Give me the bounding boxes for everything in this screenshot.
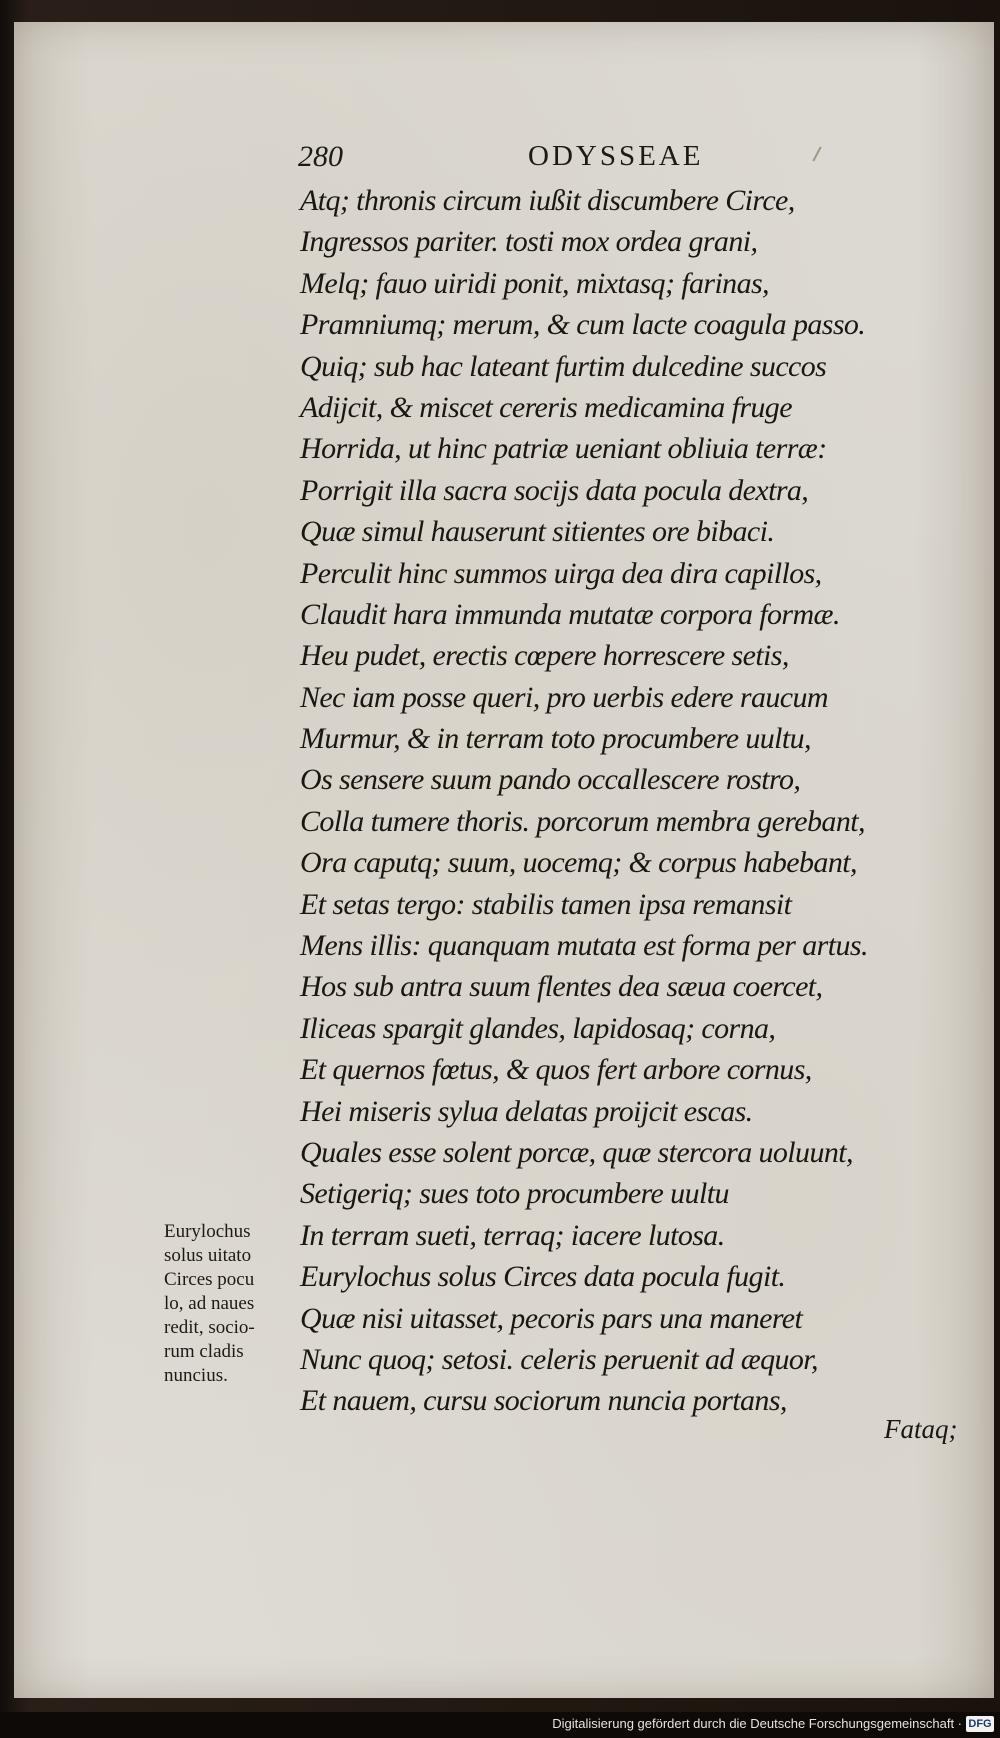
verse-line: Os sensere suum pando occallescere rostro,	[300, 763, 801, 797]
verse-line: In terram sueti, terraq; iacere lutosa.	[300, 1218, 725, 1252]
verse-line: Ingressos pariter. tosti mox ordea grani,	[300, 225, 758, 259]
verse-line: Pramniumq; merum, & cum lacte coagula passo.	[300, 308, 866, 342]
verse-line: Porrigit illa sacra socijs data pocula dextra,	[300, 473, 809, 507]
marginal-note-line: Eurylochus	[164, 1221, 251, 1242]
verse-line: Et setas tergo: stabilis tamen ipsa remansit	[300, 887, 792, 921]
marginal-note	[164, 1220, 304, 1388]
verse-line: Nec iam posse queri, pro uerbis edere raucum	[300, 680, 828, 714]
verse-line: Ora caputq; suum, uocemq; & corpus habebant,	[300, 846, 857, 880]
dfg-logo: DFG	[966, 1716, 994, 1732]
marginal-note-line: solus uitato	[164, 1245, 252, 1266]
verse-line: Quæ nisi uitasset, pecoris pars una maneret	[300, 1301, 803, 1335]
marginal-note-line: nuncius.	[164, 1365, 228, 1386]
verse-line: Murmur, & in terram toto procumbere uultu,	[300, 722, 811, 756]
digitization-footer	[0, 1712, 1000, 1738]
verse-line: Nunc quoq; setosi. celeris peruenit ad æquor,	[300, 1342, 818, 1376]
verse-line: Adijcit, & miscet cereris medicamina fruge	[300, 390, 792, 424]
paper-mark	[812, 146, 821, 161]
verse-line: Mens illis: quanquam mutata est forma per artus.	[300, 929, 868, 963]
footer-credit: Digitalisierung gefördert durch die Deutsche Forschungsgemeinschaft ·	[552, 1716, 962, 1731]
page-number: 280	[298, 140, 343, 173]
verse-line: Atq; thronis circum iußit discumbere Circe,	[300, 184, 795, 217]
marginal-note-line: rum cladis	[164, 1341, 244, 1362]
verse-line: Perculit hinc summos uirga dea dira capillos,	[300, 556, 822, 590]
verse-line: Hei miseris sylua delatas proijcit escas.	[300, 1094, 753, 1128]
catchword: Fataq;	[884, 1414, 958, 1444]
verse-line: Quiq; sub hac lateant furtim dulcedine succos	[300, 349, 827, 383]
verse-line: Quæ simul hauserunt sitientes ore bibaci.	[300, 515, 775, 549]
verse-line: Et nauem, cursu sociorum nuncia portans,	[300, 1384, 787, 1418]
verse-line: Eurylochus solus Circes data pocula fugit.	[300, 1260, 786, 1294]
verse-line: Colla tumere thoris. porcorum membra gerebant,	[300, 804, 865, 838]
verse-line: Heu pudet, erectis cœpere horrescere setis,	[300, 639, 789, 673]
marginal-note-line: lo, ad naues	[164, 1293, 255, 1314]
verse-block	[300, 180, 940, 1422]
verse-line: Hos sub antra suum flentes dea sæua coercet,	[300, 970, 823, 1004]
page-header	[298, 140, 758, 176]
verse-line: Quales esse solent porcæ, quæ stercora uoluunt,	[300, 1135, 853, 1169]
book-page	[14, 22, 994, 1698]
verse-line: Melq; fauo uiridi ponit, mixtasq; farinas,	[300, 266, 769, 300]
marginal-note-line: redit, socio-	[164, 1317, 255, 1338]
marginal-note-line: Circes pocu	[164, 1269, 255, 1290]
verse-line: Claudit hara immunda mutatæ corpora formæ.	[300, 597, 840, 631]
verse-line: Et quernos fœtus, & quos fert arbore cornus,	[300, 1053, 812, 1087]
verse-line: Setigeriq; sues toto procumbere uultu	[300, 1177, 729, 1211]
verse-line: Horrida, ut hinc patriæ ueniant obliuia terræ:	[300, 432, 827, 466]
running-title: ODYSSEAE	[528, 140, 704, 172]
verse-line: Iliceas spargit glandes, lapidosaq; corna,	[300, 1011, 776, 1045]
